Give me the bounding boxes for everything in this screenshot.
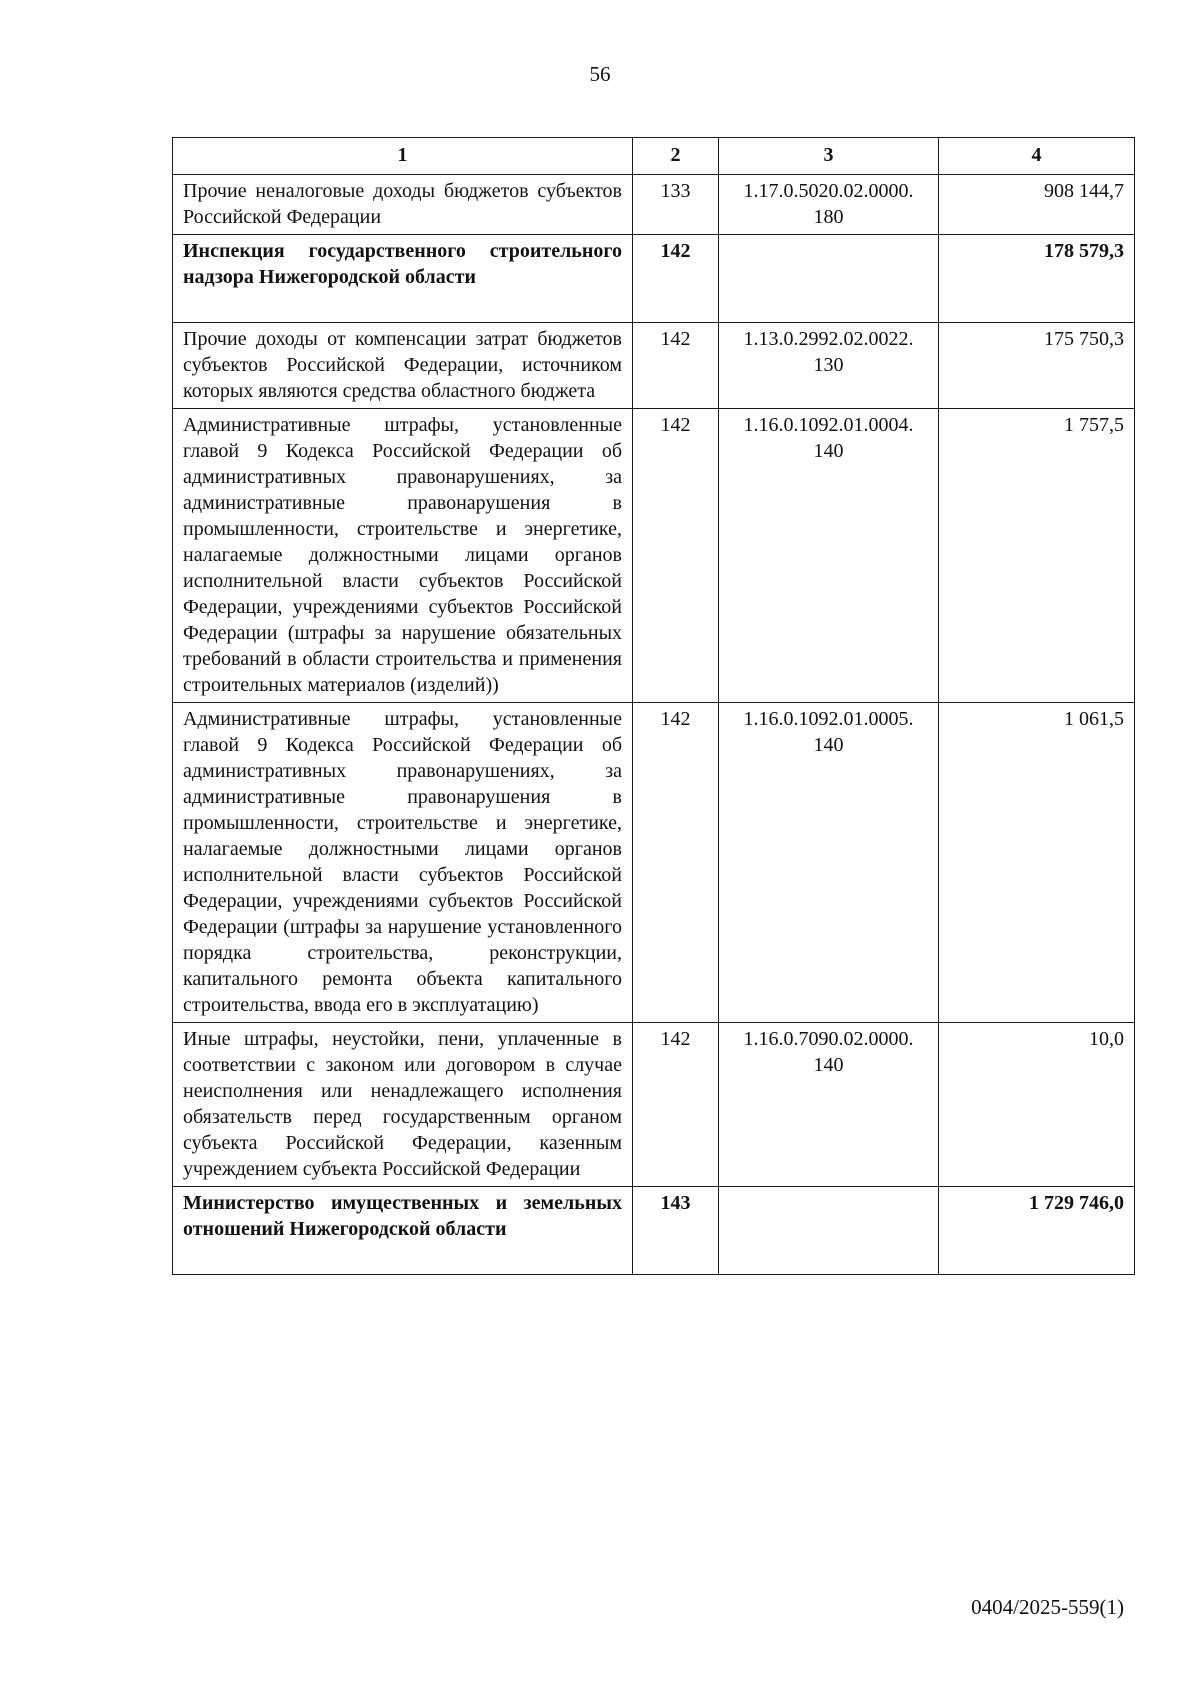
admin-code: 133	[633, 175, 719, 235]
table-row	[173, 409, 1135, 703]
admin-code: 142	[633, 1023, 719, 1187]
amount: 175 750,3	[939, 323, 1135, 409]
income-code-main: 1.17.0.5020.02.0000.	[743, 180, 914, 202]
table-row	[173, 1023, 1135, 1187]
column-header: 3	[719, 138, 939, 175]
income-code	[719, 235, 939, 323]
admin-code: 142	[633, 703, 719, 1023]
income-name: Административные штрафы, установленные главой 9 Кодекса Российской Федерации об административных правонарушениях, за административные правонарушения в промышленности, строительстве и энергетике, налагаемые должностными лицами органов исполнительной власти субъектов Российской Федерации, учреждениями субъектов Российской Федерации (штрафы за нарушение установленного порядка строительства, реконструкции, капитального ремонта объекта капитального строительства, ввода его в эксплуатацию)	[173, 703, 633, 1023]
income-code	[719, 409, 939, 703]
page-number: 56	[589, 62, 611, 86]
income-code-main: 1.13.0.2992.02.0022.	[743, 328, 914, 350]
income-code-suffix: 130	[813, 354, 844, 376]
amount: 1 729 746,0	[939, 1187, 1135, 1275]
income-name: Административные штрафы, установленные главой 9 Кодекса Российской Федерации об административных правонарушениях, за административные правонарушения в промышленности, строительстве и энергетике, налагаемые должностными лицами органов исполнительной власти субъектов Российской Федерации, учреждениями субъектов Российской Федерации (штрафы за нарушение обязательных требований в области строительства и применения строительных материалов (изделий))	[173, 409, 633, 703]
income-code-main: 1.16.0.7090.02.0000.	[743, 1028, 914, 1050]
organization-name: Министерство имущественных и земельных отношений Нижегородской области	[173, 1187, 633, 1275]
column-header: 1	[173, 138, 633, 175]
table-row	[173, 323, 1135, 409]
income-code	[719, 1187, 939, 1275]
income-code	[719, 323, 939, 409]
admin-code: 142	[633, 323, 719, 409]
amount: 10,0	[939, 1023, 1135, 1187]
income-name: Прочие неналоговые доходы бюджетов субъектов Российской Федерации	[173, 175, 633, 235]
table-header-row	[173, 138, 1135, 175]
income-code	[719, 175, 939, 235]
table-row	[173, 703, 1135, 1023]
organization-name: Инспекция государственного строительного надзора Нижегородской области	[173, 235, 633, 323]
amount: 1 757,5	[939, 409, 1135, 703]
income-code-suffix: 140	[813, 440, 844, 462]
income-code-suffix: 140	[813, 1054, 844, 1076]
budget-table	[172, 137, 1135, 1275]
income-name: Прочие доходы от компенсации затрат бюджетов субъектов Российской Федерации, источником которых являются средства областного бюджета	[173, 323, 633, 409]
document-code: 0404/2025-559(1)	[971, 1595, 1124, 1619]
amount: 908 144,7	[939, 175, 1135, 235]
table-row	[173, 175, 1135, 235]
admin-code: 143	[633, 1187, 719, 1275]
income-code	[719, 1023, 939, 1187]
column-header: 2	[633, 138, 719, 175]
table-row	[173, 235, 1135, 323]
table-row	[173, 1187, 1135, 1275]
column-header: 4	[939, 138, 1135, 175]
income-code-suffix: 140	[813, 734, 844, 756]
income-code-main: 1.16.0.1092.01.0004.	[743, 414, 914, 436]
income-code	[719, 703, 939, 1023]
admin-code: 142	[633, 409, 719, 703]
income-name: Иные штрафы, неустойки, пени, уплаченные в соответствии с законом или договором в случае неисполнения или ненадлежащего исполнения обязательств перед государственным органом субъекта Российской Федерации, казенным учреждением субъекта Российской Федерации	[173, 1023, 633, 1187]
admin-code: 142	[633, 235, 719, 323]
income-code-suffix: 180	[813, 206, 844, 228]
income-code-main: 1.16.0.1092.01.0005.	[743, 708, 914, 730]
amount: 1 061,5	[939, 703, 1135, 1023]
amount: 178 579,3	[939, 235, 1135, 323]
